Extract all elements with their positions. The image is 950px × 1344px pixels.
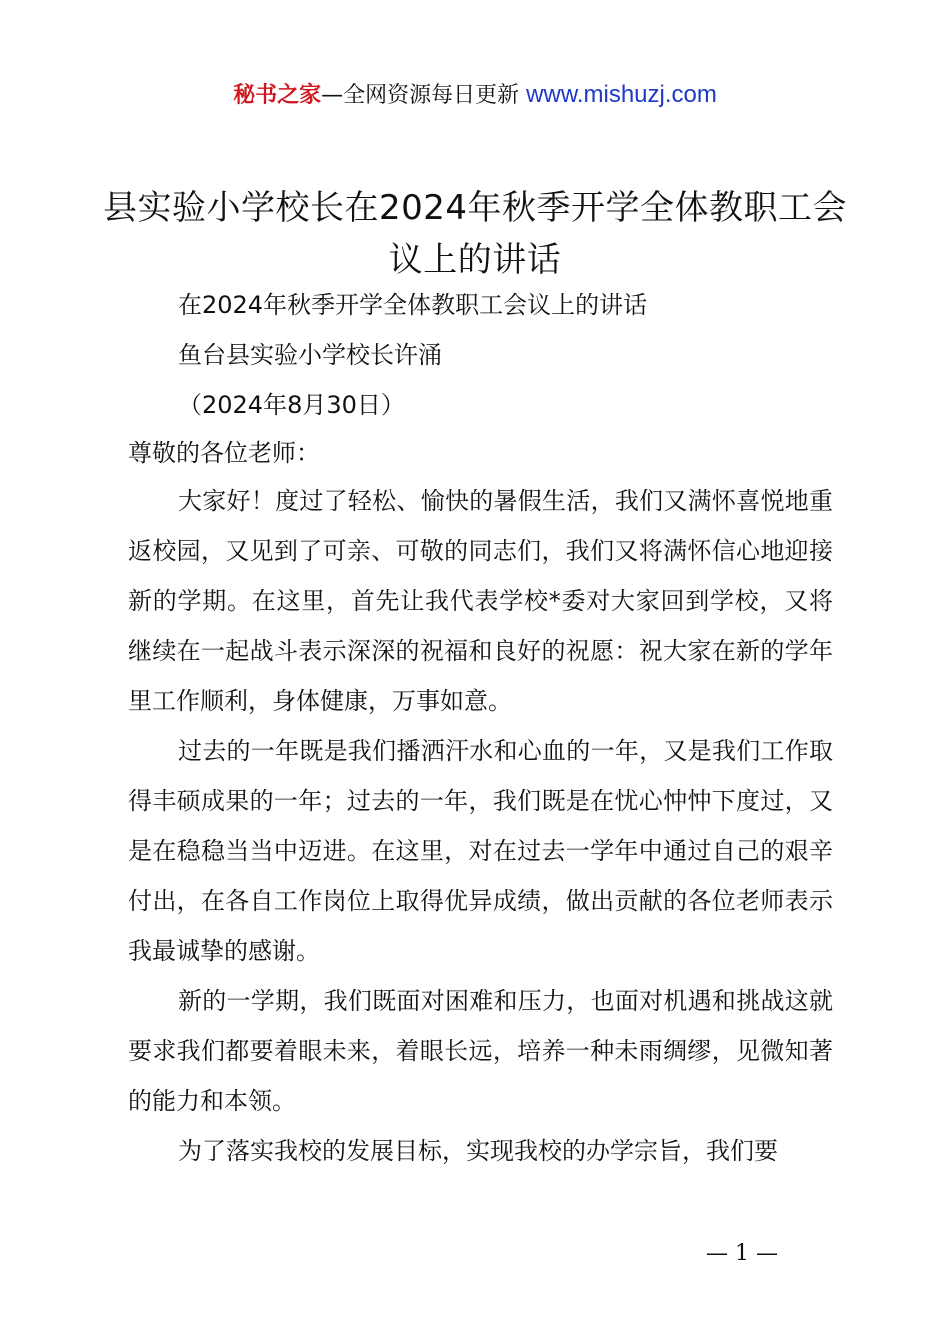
document-author: 鱼台县实验小学校长许涌	[178, 341, 442, 369]
salutation: 尊敬的各位老师：	[128, 439, 320, 467]
page-number: — 1 —	[706, 1241, 778, 1266]
body-paragraph: 为了落实我校的发展目标，实现我校的办学宗旨，我们要	[178, 1137, 778, 1165]
brand-name: 秘书之家	[233, 83, 322, 108]
header-tagline: —全网资源每日更新	[321, 83, 527, 108]
body-paragraph: 大家好！度过了轻松、愉快的暑假生活，我们又满怀喜悦地重返校园，又见到了可亲、可敬的同志们，我们又将满怀信心地迎接新的学期。在这里，首先让我代表学校*委对大家回到学校，又将继续在一起战斗表示深深的祝福和良好的祝愿：祝大家在新的学年里工作顺利，身体健康，万事如意。	[128, 487, 833, 715]
body-paragraph: 新的一学期，我们既面对困难和压力，也面对机遇和挑战这就要求我们都要着眼未来，着眼长远，培养一种未雨绸缪，见微知著的能力和本领。	[128, 987, 833, 1115]
body-paragraph: 过去的一年既是我们播洒汗水和心血的一年，又是我们工作取得丰硕成果的一年；过去的一年，我们既是在忧心忡忡下度过，又是在稳稳当当中迈进。在这里，对在过去一学年中通过自己的艰辛付出，在各自工作岗位上取得优异成绩，做出贡献的各位老师表示我最诚挚的感谢。	[128, 737, 833, 965]
site-url-link[interactable]: www.mishuzj.com	[526, 81, 717, 108]
document-title: 县实验小学校长在2024年秋季开学全体教职工会议上的讲话	[102, 188, 848, 280]
document-body	[128, 436, 833, 1176]
document-subtitle: 在2024年秋季开学全体教职工会议上的讲话	[178, 291, 648, 319]
document-date: （2024年8月30日）	[178, 391, 405, 419]
site-header	[0, 78, 950, 113]
